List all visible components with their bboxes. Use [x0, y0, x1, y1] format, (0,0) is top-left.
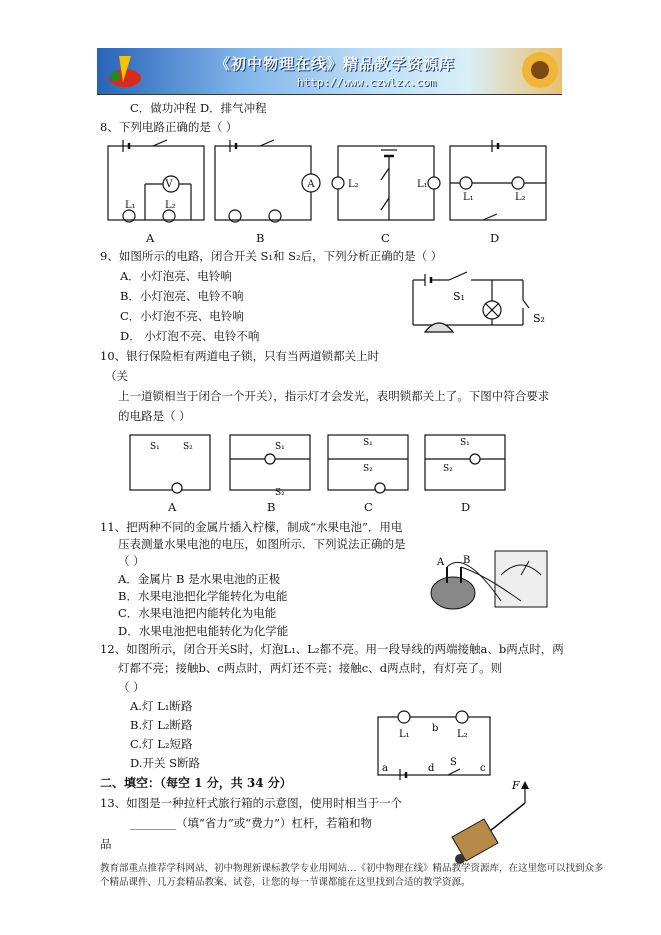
q10-line-3: 上一道锁相当于闭合一个开关），指示灯才会发光，表明锁都关上了。下图中符合要求	[118, 389, 550, 403]
q11-option-a: A．金属片 B 是水果电池的正极	[118, 572, 281, 586]
q12-circuit	[370, 705, 500, 780]
header-title: 《初中物理在线》精品教学资源库	[215, 55, 456, 73]
section-2-heading: 二、填空：（每空 1 分，共 34 分）	[100, 776, 292, 790]
q12-c-label: c	[480, 763, 486, 774]
sunflower-icon	[502, 48, 562, 94]
q11-line-2: 压表测量水果电池的电压，如图所示．下列说法正确的是	[118, 537, 406, 551]
q10-label-c: C	[364, 500, 373, 514]
q12-option-c: C.灯 L₂短路	[130, 737, 193, 751]
q9-s2-label: S₂	[533, 312, 545, 325]
q12-line-2: 灯都不亮；接触b、c两点时，两灯还不亮；接触c、d两点时，有灯亮了。则	[118, 661, 503, 675]
q9-option-a: A．小灯泡亮、电铃响	[120, 269, 232, 283]
q8-stem: 8、下列电路正确的是（ ）	[100, 120, 238, 134]
q10-label-b: B	[267, 500, 276, 514]
q12-s-label: S	[450, 757, 457, 768]
q11-option-d: D．水果电池把电能转化为化学能	[118, 624, 289, 638]
q9-stem: 9、如图所示的电路，闭合开关 S₁和 S₂后，下列分析正确的是（ ）	[100, 249, 443, 263]
q9-s1-label: S₁	[453, 290, 465, 303]
header-rule	[97, 94, 562, 95]
q8-voltmeter-label: V	[165, 179, 173, 190]
q11-line-1: 11、把两种不同的金属片插入柠檬，制成“水果电池”．用电	[100, 520, 403, 534]
q11-line-3: （ ）	[118, 554, 145, 568]
q10-line-2: （关	[105, 369, 128, 383]
q10-d-s1: S₁	[460, 438, 470, 448]
q9-circuit	[405, 270, 555, 350]
q13-f-label: F	[512, 779, 520, 792]
q12-option-d: D.开关 S断路	[130, 756, 200, 770]
q11-option-b: B．水果电池把化学能转化为电能	[118, 589, 288, 603]
q10-c-s1: S₁	[363, 438, 373, 448]
q10-label-a: A	[168, 500, 177, 514]
q8-label-c: C	[381, 231, 390, 245]
q8-c-l2: L₂	[348, 179, 359, 190]
q12-b-label: b	[432, 723, 439, 734]
q12-d-label: d	[428, 763, 435, 774]
footer-line-2: 个精品课件、几万套精品教案、试卷，让您的每一节课都能在这里找到合适的教学资源。	[100, 877, 471, 888]
q10-circuits	[125, 425, 515, 497]
q10-d-s2: S₂	[443, 464, 453, 474]
q10-label-d: D	[461, 500, 471, 514]
q10-line-4: 的电路是（ ）	[118, 409, 191, 423]
q12-l2-label: L₂	[457, 729, 468, 740]
q10-b-s1: S₁	[275, 442, 285, 452]
q12-line-3: （ ）	[118, 680, 145, 694]
q10-c-s2: S₂	[363, 464, 373, 474]
q8-label-d: D	[490, 231, 500, 245]
q12-option-a: A.灯 L₁断路	[130, 699, 193, 713]
q8-a-l1: L₁	[125, 200, 136, 211]
q11-option-c: C．水果电池把内能转化为电能	[118, 606, 277, 620]
q11-a-label: A	[437, 557, 445, 568]
footer-line-1: 教育部重点推荐学科网站、初中物理新课标教学专业用网站…《初中物理在线》精品教学资源库，在这里您可以找到众多	[100, 863, 604, 874]
q11-b-label: B	[463, 555, 471, 566]
q10-a-s2: S₂	[183, 442, 193, 452]
header-banner	[97, 48, 562, 94]
q8-label-b: B	[256, 231, 265, 245]
q10-line-1: 10、银行保险柜有两道电子锁，只有当两道锁都关上时	[100, 349, 380, 363]
q13-line-2: ________（填“省力”或“费力”）杠杆，若箱和物	[130, 816, 373, 830]
q12-line-1: 12、如图所示，闭合开关S时，灯泡L₁、L₂都不亮。用一段导线的两端接触a、b两点时，两	[100, 642, 564, 656]
q13-line-1: 13、如图是一种拉杆式旅行箱的示意图，使用时相当于一个	[100, 796, 403, 810]
q8-c-l1: L₁	[417, 179, 428, 190]
q12-option-b: B.灯 L₂断路	[130, 718, 193, 732]
q13-figure	[440, 775, 560, 870]
q10-b-s2: S₂	[275, 488, 285, 497]
q8-label-a: A	[146, 231, 155, 245]
q8-d-l2: L₂	[515, 192, 526, 203]
q9-option-c: C．小灯泡不亮、电铃响	[120, 309, 244, 323]
q7-options: C．做功冲程 D．排气冲程	[130, 101, 267, 115]
q9-option-d: D． 小灯泡不亮、电铃不响	[120, 329, 260, 343]
q8-d-l1: L₁	[463, 192, 474, 203]
q13-line-3: 品	[100, 837, 112, 851]
q8-a-l2: L₂	[165, 200, 176, 211]
q8-ammeter-label: A	[307, 179, 315, 190]
q9-option-b: B．小灯泡亮、电铃不响	[120, 289, 244, 303]
logo-icon	[105, 52, 145, 90]
q12-l1-label: L₁	[399, 729, 410, 740]
q12-a-label: a	[382, 763, 388, 774]
q11-figure	[425, 545, 555, 620]
q10-a-s1: S₁	[150, 442, 160, 452]
q8-circuits	[105, 138, 555, 230]
header-url: http://www.czwlzx.com	[297, 76, 437, 89]
